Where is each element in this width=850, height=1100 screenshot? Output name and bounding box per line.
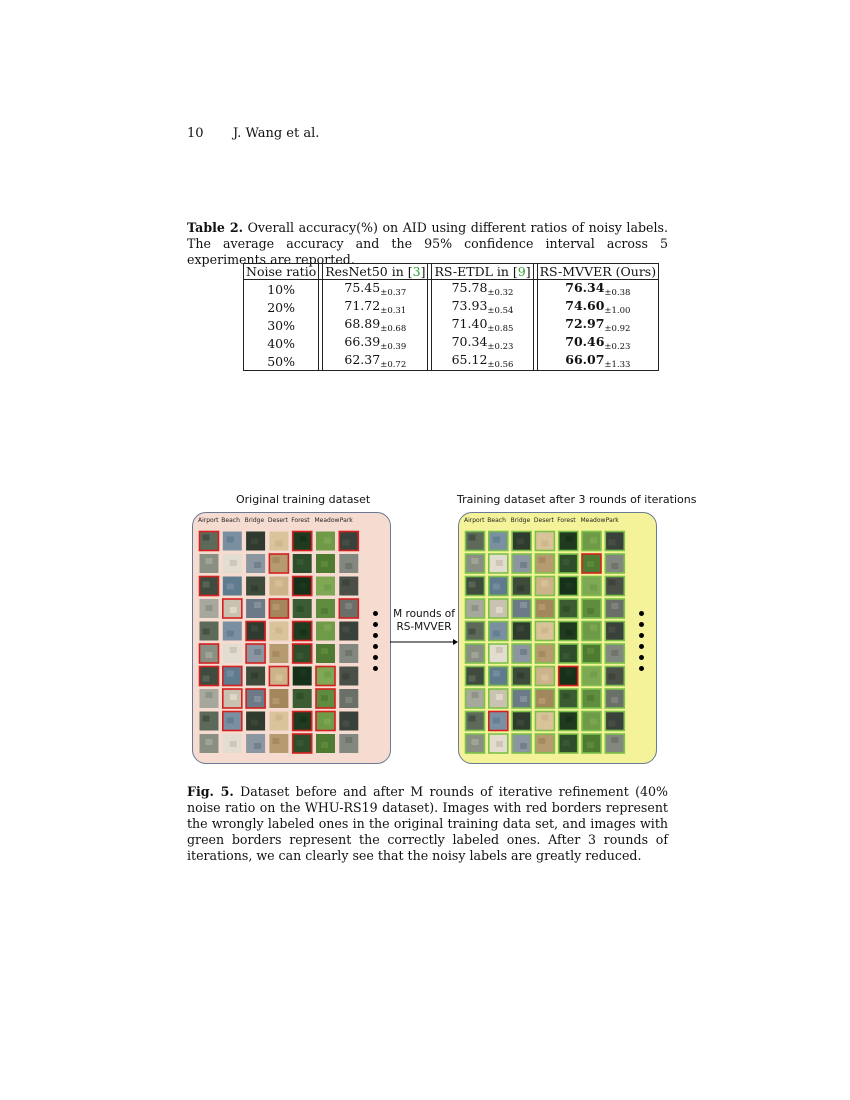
class-label-park: Park <box>339 517 353 524</box>
table-row <box>244 280 659 299</box>
cell-rs-etdl: $65.12_{\pm 0.56}$ <box>432 352 533 371</box>
cell-rs-mvver: $70.46_{\pm 0.23}$ <box>537 334 658 352</box>
thumbnail-image <box>316 577 335 596</box>
thumbnail-image <box>293 577 312 596</box>
thumbnail-image <box>582 644 601 663</box>
thumbnail-image <box>200 644 219 663</box>
figure-caption <box>187 784 668 864</box>
thumbnail-grid <box>464 530 627 756</box>
thumbnail-image <box>269 622 288 641</box>
thumbnail-image <box>339 554 358 573</box>
thumbnail-image <box>535 532 554 551</box>
class-label-meadow: Meadow <box>580 517 606 524</box>
thumbnail-image <box>293 644 312 663</box>
thumbnail-image <box>339 599 358 618</box>
thumbnail-image <box>466 689 485 708</box>
cell-rs-etdl: $70.34_{\pm 0.23}$ <box>432 334 533 352</box>
thumbnail-image <box>269 554 288 573</box>
thumbnail-image <box>339 577 358 596</box>
thumbnail-image <box>339 622 358 641</box>
thumbnail-image <box>316 599 335 618</box>
thumbnail-image <box>246 532 265 551</box>
table-row <box>244 316 659 334</box>
thumbnail-image <box>535 622 554 641</box>
figure-caption-label: Fig. 5. <box>187 784 234 799</box>
thumbnail-image <box>246 599 265 618</box>
cell-rs-mvver: $66.07_{\pm 1.33}$ <box>537 352 658 371</box>
thumbnail-image <box>293 599 312 618</box>
figure-caption-text: Dataset before and after M rounds of iterative refinement (40% noise ratio on the WHU-RS19 dataset). Images with red borders represent the wrongly labeled ones in the original training data set, and images with green borders represent the correctly labeled ones. After 3 rounds of iterations, we can clearly see that the noisy labels are greatly reduced. <box>187 784 668 863</box>
cell-rs-mvver: $72.97_{\pm 0.92}$ <box>537 316 658 334</box>
class-label-meadow: Meadow <box>314 517 340 524</box>
thumbnail-image <box>316 622 335 641</box>
thumbnail-image <box>316 712 335 731</box>
thumbnail-image <box>339 532 358 551</box>
col-rs-etdl: RS-ETDL in [9] <box>432 264 533 280</box>
cell-rs-etdl: $73.93_{\pm 0.54}$ <box>432 298 533 316</box>
class-label-bridge: Bridge <box>510 517 531 524</box>
thumbnail-image <box>269 734 288 753</box>
thumbnail-image <box>339 667 358 686</box>
cell-rs-etdl: $75.78_{\pm 0.32}$ <box>432 280 533 299</box>
thumbnail-image <box>269 577 288 596</box>
running-authors: J. Wang et al. <box>233 126 320 141</box>
thumbnail-image <box>582 532 601 551</box>
thumbnail-image <box>489 644 508 663</box>
thumbnail-image <box>223 734 242 753</box>
thumbnail-image <box>269 644 288 663</box>
thumbnail-image <box>559 667 578 686</box>
class-label-beach: Beach <box>221 517 240 524</box>
thumbnail-image <box>512 532 531 551</box>
thumbnail-image <box>223 554 242 573</box>
thumbnail-image <box>535 554 554 573</box>
thumbnail-image <box>535 689 554 708</box>
thumbnail-image <box>582 712 601 731</box>
thumbnail-image <box>223 644 242 663</box>
thumbnail-image <box>582 734 601 753</box>
thumbnail-image <box>535 577 554 596</box>
table-header-row <box>244 264 659 280</box>
cell-resnet50: $62.37_{\pm 0.72}$ <box>323 352 428 371</box>
thumbnail-image <box>200 599 219 618</box>
arrow-label: M rounds of RS-MVVER <box>393 608 455 633</box>
thumbnail-image <box>535 734 554 753</box>
thumbnail-image <box>582 622 601 641</box>
thumbnail-image <box>559 689 578 708</box>
thumbnail-image <box>223 532 242 551</box>
thumbnail-image <box>535 599 554 618</box>
thumbnail-image <box>200 622 219 641</box>
thumbnail-image <box>605 599 624 618</box>
cell-noise-ratio: 40% <box>244 334 319 352</box>
thumbnail-image <box>605 667 624 686</box>
thumbnail-image <box>293 689 312 708</box>
thumbnail-image <box>559 712 578 731</box>
thumbnail-image <box>293 667 312 686</box>
cell-resnet50: $75.45_{\pm 0.37}$ <box>323 280 428 299</box>
class-label-airport: Airport <box>198 517 219 524</box>
thumbnail-image <box>339 734 358 753</box>
thumbnail-image <box>246 554 265 573</box>
thumbnail-image <box>489 712 508 731</box>
thumbnail-image <box>605 689 624 708</box>
thumbnail-image <box>512 599 531 618</box>
left-panel-title: Original training dataset <box>236 493 371 506</box>
cell-noise-ratio: 20% <box>244 298 319 316</box>
thumbnail-image <box>605 577 624 596</box>
thumbnail-image <box>246 734 265 753</box>
more-rows-ellipsis <box>639 611 645 677</box>
cell-rs-etdl: $71.40_{\pm 0.85}$ <box>432 316 533 334</box>
class-label-beach: Beach <box>487 517 506 524</box>
page-header <box>187 126 319 141</box>
thumbnail-image <box>559 644 578 663</box>
thumbnail-image <box>512 554 531 573</box>
thumbnail-image <box>200 734 219 753</box>
thumbnail-image <box>200 667 219 686</box>
thumbnail-image <box>605 644 624 663</box>
thumbnail-image <box>466 712 485 731</box>
thumbnail-image <box>316 734 335 753</box>
thumbnail-image <box>246 577 265 596</box>
cell-rs-mvver: $76.34_{\pm 0.38}$ <box>537 280 658 299</box>
thumbnail-image <box>200 554 219 573</box>
col-noise-ratio: Noise ratio <box>244 264 319 280</box>
cell-rs-mvver: $74.60_{\pm 1.00}$ <box>537 298 658 316</box>
thumbnail-image <box>316 667 335 686</box>
thumbnail-image <box>293 622 312 641</box>
thumbnail-image <box>489 577 508 596</box>
thumbnail-image <box>605 622 624 641</box>
thumbnail-image <box>246 689 265 708</box>
thumbnail-image <box>559 577 578 596</box>
thumbnail-image <box>293 734 312 753</box>
thumbnail-image <box>559 734 578 753</box>
thumbnail-image <box>489 532 508 551</box>
thumbnail-image <box>223 712 242 731</box>
thumbnail-image <box>466 622 485 641</box>
image-grid-original <box>198 530 361 756</box>
table-caption-label: Table 2. <box>187 220 244 235</box>
class-label-bridge: Bridge <box>244 517 265 524</box>
thumbnail-image <box>489 689 508 708</box>
thumbnail-image <box>535 667 554 686</box>
thumbnail-image <box>559 622 578 641</box>
thumbnail-image <box>512 667 531 686</box>
thumbnail-image <box>223 622 242 641</box>
thumbnail-image <box>269 599 288 618</box>
thumbnail-image <box>316 644 335 663</box>
thumbnail-image <box>605 532 624 551</box>
thumbnail-image <box>489 667 508 686</box>
thumbnail-image <box>466 577 485 596</box>
citation-link[interactable]: 3 <box>412 264 421 279</box>
thumbnail-image <box>512 644 531 663</box>
thumbnail-image <box>246 644 265 663</box>
thumbnail-image <box>489 734 508 753</box>
thumbnail-image <box>466 667 485 686</box>
thumbnail-image <box>293 532 312 551</box>
thumbnail-image <box>559 599 578 618</box>
cell-noise-ratio: 10% <box>244 280 319 299</box>
thumbnail-image <box>582 554 601 573</box>
cell-resnet50: $66.39_{\pm 0.39}$ <box>323 334 428 352</box>
thumbnail-image <box>535 712 554 731</box>
class-label-desert: Desert <box>267 517 288 524</box>
class-label-desert: Desert <box>533 517 554 524</box>
col-resnet50: ResNet50 in [3] <box>323 264 428 280</box>
thumbnail-image <box>605 734 624 753</box>
table-caption-text: Overall accuracy(%) on AID using different ratios of noisy labels. The average accuracy and the 95% confidence interval across 5 experiments are reported. <box>187 220 668 267</box>
page-number: 10 <box>187 126 204 141</box>
thumbnail-image <box>466 599 485 618</box>
thumbnail-image <box>223 599 242 618</box>
original-dataset-panel <box>192 512 391 764</box>
citation-link[interactable]: 9 <box>517 264 526 279</box>
thumbnail-image <box>223 577 242 596</box>
refined-dataset-panel <box>458 512 657 764</box>
thumbnail-image <box>512 577 531 596</box>
class-label-forest: Forest <box>291 517 310 524</box>
thumbnail-image <box>339 644 358 663</box>
class-label-airport: Airport <box>464 517 485 524</box>
table-row <box>244 352 659 371</box>
thumbnail-image <box>559 532 578 551</box>
thumbnail-image <box>200 532 219 551</box>
thumbnail-image <box>246 622 265 641</box>
thumbnail-image <box>512 712 531 731</box>
thumbnail-image <box>605 712 624 731</box>
thumbnail-image <box>246 667 265 686</box>
thumbnail-image <box>559 554 578 573</box>
thumbnail-image <box>512 689 531 708</box>
thumbnail-image <box>605 554 624 573</box>
thumbnail-image <box>512 734 531 753</box>
table-row <box>244 334 659 352</box>
thumbnail-image <box>466 734 485 753</box>
thumbnail-image <box>200 689 219 708</box>
thumbnail-image <box>223 667 242 686</box>
thumbnail-image <box>489 599 508 618</box>
thumbnail-image <box>269 532 288 551</box>
thumbnail-image <box>512 622 531 641</box>
thumbnail-image <box>223 689 242 708</box>
thumbnail-image <box>269 712 288 731</box>
thumbnail-image <box>466 644 485 663</box>
thumbnail-image <box>316 554 335 573</box>
thumbnail-image <box>269 689 288 708</box>
cell-noise-ratio: 50% <box>244 352 319 371</box>
thumbnail-image <box>582 667 601 686</box>
thumbnail-grid <box>198 530 361 756</box>
cell-noise-ratio: 30% <box>244 316 319 334</box>
arrow-icon <box>390 638 460 646</box>
thumbnail-image <box>582 577 601 596</box>
thumbnail-image <box>582 689 601 708</box>
thumbnail-image <box>339 712 358 731</box>
thumbnail-image <box>200 577 219 596</box>
thumbnail-image <box>316 689 335 708</box>
thumbnail-image <box>466 554 485 573</box>
col-rs-mvver: RS-MVVER (Ours) <box>537 264 658 280</box>
right-panel-title: Training dataset after 3 rounds of iterations <box>457 493 697 506</box>
class-label-forest: Forest <box>557 517 576 524</box>
thumbnail-image <box>316 532 335 551</box>
thumbnail-image <box>582 599 601 618</box>
image-grid-refined <box>464 530 627 756</box>
table-caption <box>187 220 668 268</box>
table-row <box>244 298 659 316</box>
thumbnail-image <box>489 554 508 573</box>
thumbnail-image <box>293 554 312 573</box>
thumbnail-image <box>339 689 358 708</box>
more-rows-ellipsis <box>373 611 379 677</box>
cell-resnet50: $71.72_{\pm 0.31}$ <box>323 298 428 316</box>
thumbnail-image <box>293 712 312 731</box>
thumbnail-image <box>489 622 508 641</box>
thumbnail-image <box>200 712 219 731</box>
thumbnail-image <box>535 644 554 663</box>
cell-resnet50: $68.89_{\pm 0.68}$ <box>323 316 428 334</box>
results-table <box>243 263 659 371</box>
class-label-park: Park <box>605 517 619 524</box>
thumbnail-image <box>466 532 485 551</box>
thumbnail-image <box>269 667 288 686</box>
thumbnail-image <box>246 712 265 731</box>
